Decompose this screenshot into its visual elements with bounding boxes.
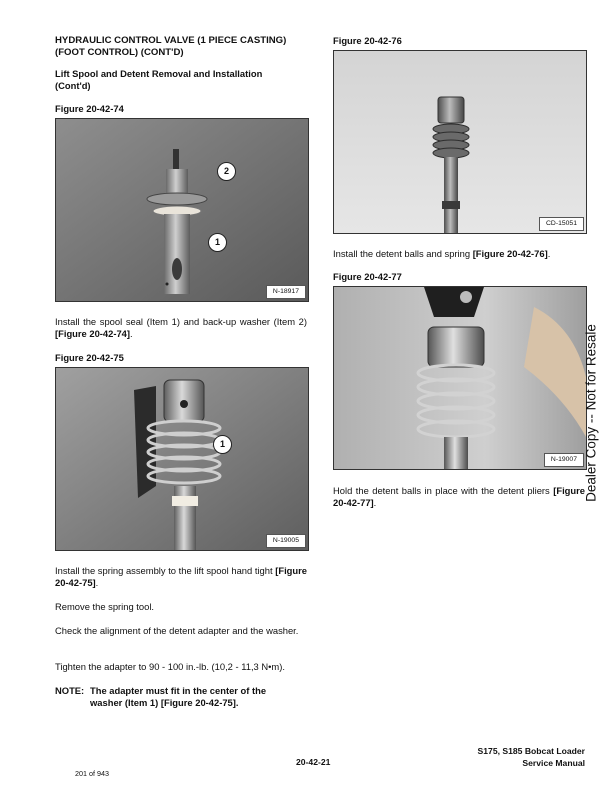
- paragraph-check-alignment: Check the alignment of the detent adapter and the washer.: [55, 625, 299, 636]
- paragraph-text: Install the spring assembly to the lift spool hand tight: [55, 565, 276, 576]
- figure-76-photo: [333, 50, 587, 234]
- figure-reference: [Figure 20-42-77]: [333, 485, 585, 508]
- figure-75-tag: N-19005: [266, 534, 306, 548]
- figure-75-photo: [55, 367, 309, 551]
- page-count: 201 of 943: [75, 769, 109, 778]
- product-info: [478, 745, 585, 769]
- figure-75-callout-1: 1: [213, 435, 232, 454]
- note-line2: washer (Item 1) [Figure 20-42-75].: [90, 697, 239, 708]
- figure-74-label: Figure 20-42-74: [55, 103, 124, 114]
- watermark-text: Dealer Copy -- Not for Resale: [583, 324, 599, 502]
- subsection-title-line2: (Cont'd): [55, 80, 91, 91]
- manual-name: Service Manual: [522, 758, 585, 768]
- page-number: 20-42-21: [296, 757, 331, 767]
- section-title-line2: (FOOT CONTROL) (CONT'D): [55, 47, 184, 58]
- paragraph-text: .: [95, 577, 99, 588]
- figure-reference: [Figure 20-42-74]: [55, 328, 131, 339]
- paragraph-text: Install the spool seal (Item 1) and back-up washer (Item 2): [55, 316, 307, 327]
- paragraph-detent-pliers: [333, 485, 585, 509]
- section-title: [55, 35, 286, 59]
- paragraph-spool-seal: [55, 316, 307, 340]
- detent-pliers-illustration: [334, 287, 586, 469]
- subsection-title: [55, 68, 262, 92]
- figure-76-label: Figure 20-42-76: [333, 35, 402, 46]
- figure-75-label: Figure 20-42-75: [55, 352, 124, 363]
- product-name: S175, S185 Bobcat Loader: [477, 746, 585, 756]
- note-line1: The adapter must fit in the center of the: [90, 685, 267, 696]
- watermark: [578, 323, 604, 503]
- paragraph-text: .: [130, 328, 133, 339]
- paragraph-text: Hold the detent balls in place with the detent pliers: [333, 485, 554, 496]
- figure-77-tag: N-19007: [544, 453, 584, 467]
- paragraph-text: .: [373, 497, 377, 508]
- figure-74-tag: N-18917: [266, 285, 306, 299]
- figure-74-callout-1: 1: [208, 233, 227, 252]
- note-label: NOTE:: [55, 685, 85, 696]
- paragraph-text: Install the detent balls and spring: [333, 248, 473, 259]
- detent-balls-illustration: [334, 51, 586, 233]
- figure-74-photo: [55, 118, 309, 302]
- paragraph-remove-tool: Remove the spring tool.: [55, 601, 155, 612]
- note-block: [55, 685, 307, 709]
- figure-77-label: Figure 20-42-77: [333, 271, 402, 282]
- spring-assembly-illustration: [56, 368, 308, 550]
- paragraph-detent-balls: [333, 248, 585, 260]
- paragraph-torque: Tighten the adapter to 90 - 100 in.-lb. (10,2 - 11,3 N•m).: [55, 661, 285, 672]
- paragraph-spring-assembly: [55, 565, 307, 589]
- paragraph-text: .: [547, 248, 551, 259]
- figure-reference: [Figure 20-42-75]: [55, 565, 307, 588]
- figure-77-photo: [333, 286, 587, 470]
- figure-74-callout-2: 2: [217, 162, 236, 181]
- subsection-title-line1: Lift Spool and Detent Removal and Installation: [55, 68, 263, 79]
- section-title-line1: HYDRAULIC CONTROL VALVE (1 PIECE CASTING): [55, 35, 287, 46]
- spool-seal-illustration: [56, 119, 308, 301]
- figure-reference: [Figure 20-42-76]: [472, 248, 548, 259]
- figure-76-tag: CD-15051: [539, 217, 584, 231]
